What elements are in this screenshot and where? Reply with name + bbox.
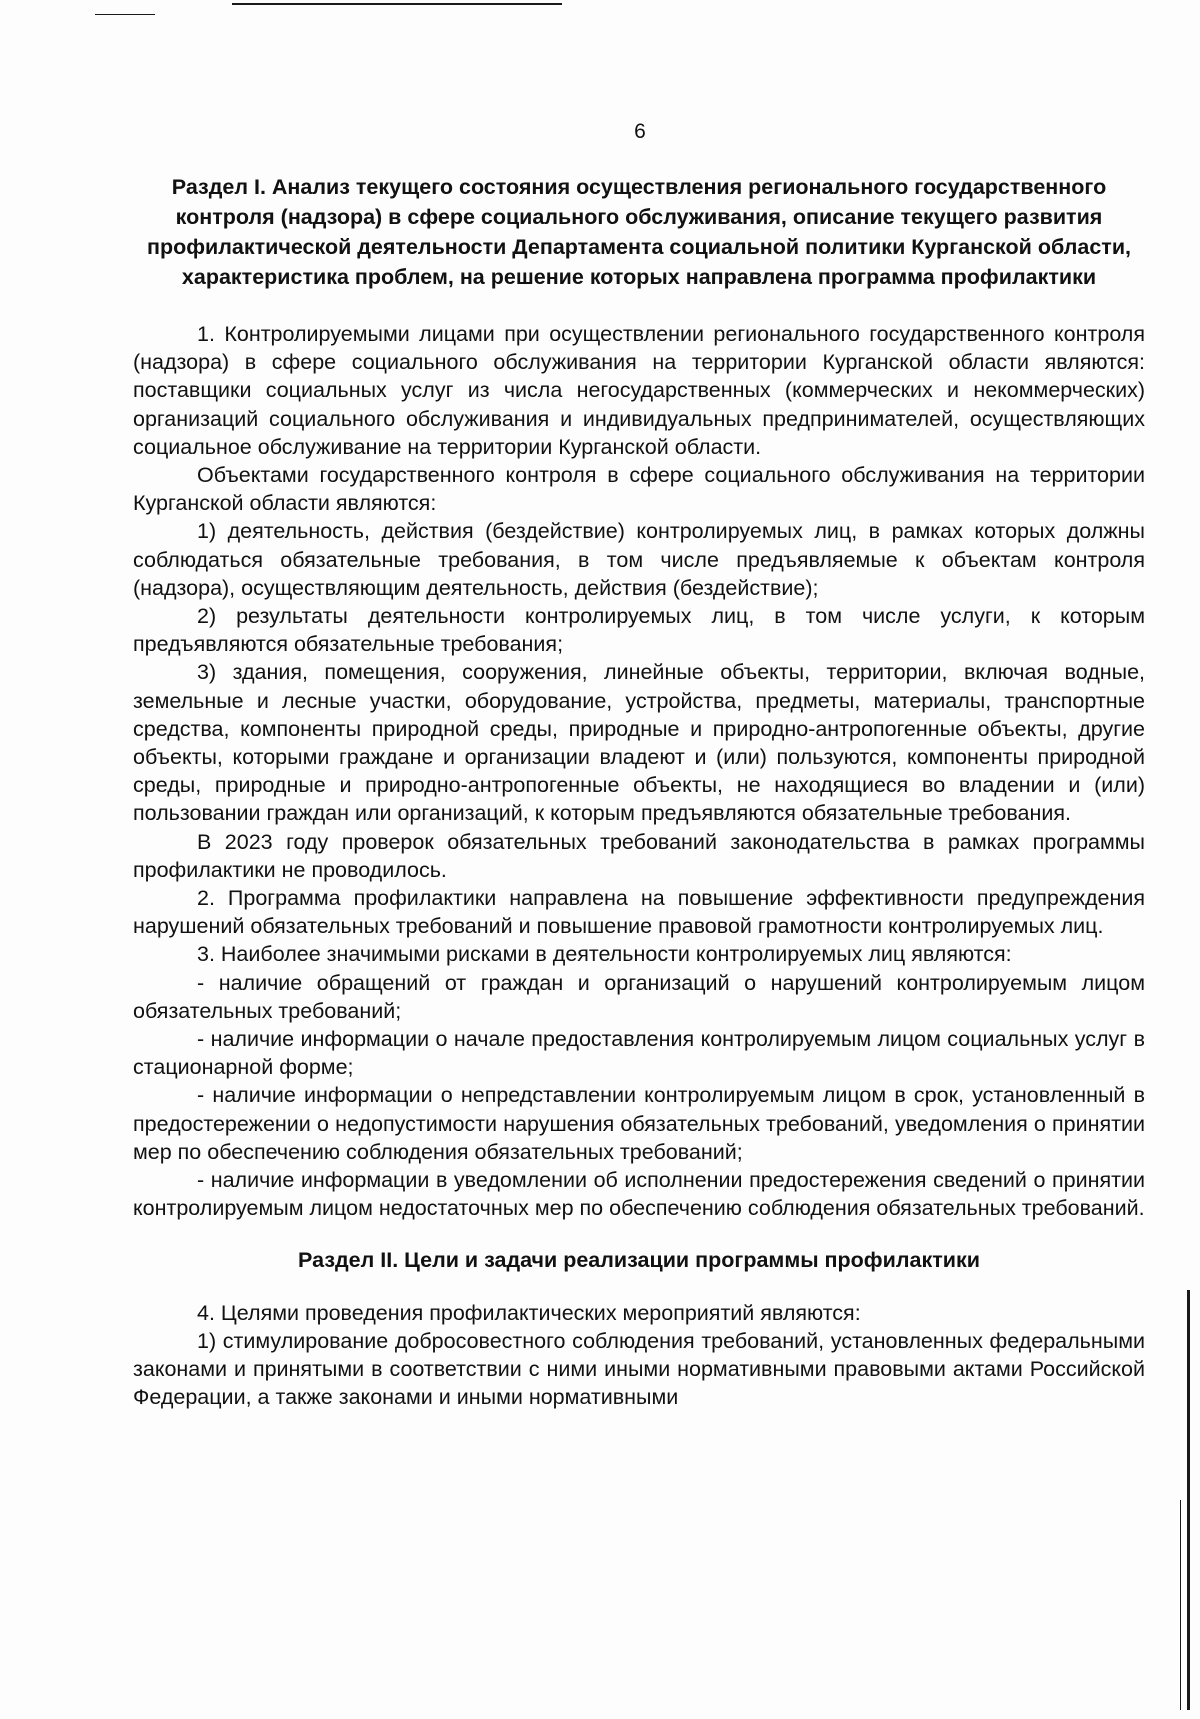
paragraph: В 2023 году проверок обязательных требований законодательства в рамках программы профилактики не проводилось. <box>133 829 1145 882</box>
scan-artifact-top-line <box>232 3 562 5</box>
paragraph: - наличие информации о непредставлении контролируемым лицом в срок, установленный в предостережении о недопустимости нарушения обязательных требований, уведомления о принятии мер по обеспечению соблюдения обязательных требований; <box>133 1083 1145 1164</box>
section-1-title: Раздел I. Анализ текущего состояния осуществления регионального государственного контроля (надзора) в сфере социального обслуживания, описание текущего развития профилактической деятельности Департамента социальной политики Курганской области, характеристика проблем, на решение которых направлена программа профилактики <box>146 175 1132 289</box>
page-number: 6 <box>634 120 646 143</box>
document-body <box>133 172 1145 1411</box>
paragraph: 4. Целями проведения профилактических мероприятий являются: <box>197 1300 861 1325</box>
paragraph: 2. Программа профилактики направлена на повышение эффективности предупреждения нарушений обязательных требований и повышение правовой грамотности контролируемых лиц. <box>133 886 1145 939</box>
section-2-title: Раздел II. Цели и задачи реализации программы профилактики <box>298 1247 980 1272</box>
scan-artifact-right-edge <box>1187 1290 1190 1710</box>
paragraph: 1) стимулирование добросовестного соблюдения требований, установленных федеральными законами и принятыми в соответствии с ними иными нормативными правовыми актами Российской Федерации, а также законами и иными нормативными <box>133 1328 1145 1410</box>
paragraph: 1. Контролируемыми лицами при осуществлении регионального государственного контроля (надзора) в сфере социального обслуживания на территории Курганской области являются: поставщики социальных услуг из числа негосударственных (коммерческих и некоммерческих) организаций социального обслуживания и индивидуальных предпринимателей, осуществляющих социальное обслуживание на территории Курганской области. <box>133 322 1145 459</box>
paragraph: 1) деятельность, действия (бездействие) контролируемых лиц, в рамках которых должны соблюдаться обязательные требования, в том числе предъявляемые к объектам контроля (надзора), осуществляющим деятельность, действия (бездействие); <box>133 519 1145 600</box>
scan-artifact-top-dash <box>95 14 155 15</box>
paragraph: Объектами государственного контроля в сфере социального обслуживания на территории Курганской области являются: <box>133 463 1145 516</box>
paragraph: 3. Наиболее значимыми рисками в деятельности контролируемых лиц являются: <box>197 942 1012 967</box>
paragraph: - наличие информации о начале предоставления контролируемым лицом социальных услуг в стационарной форме; <box>133 1027 1145 1080</box>
paragraph: 2) результаты деятельности контролируемых лиц, в том числе услуги, к которым предъявляются обязательные требования; <box>133 604 1145 657</box>
paragraph: - наличие обращений от граждан и организаций о нарушений контролируемым лицом обязательных требований; <box>133 970 1145 1023</box>
paragraph: 3) здания, помещения, сооружения, линейные объекты, территории, включая водные, земельные и лесные участки, оборудование, устройства, предметы, материалы, транспортные средства, компоненты природной среды, природные и природно-антропогенные объекты, другие объекты, которыми граждане и организации владеют и (или) пользуются, компоненты природной среды, природные и природно-антропогенные объекты, не находящиеся во владении и (или) пользовании граждан или организаций, к которым предъявляются обязательные требования. <box>133 660 1145 826</box>
paragraph: - наличие информации в уведомлении об исполнении предостережения сведений о принятии контролируемым лицом недостаточных мер по обеспечению соблюдения обязательных требований. <box>133 1168 1145 1221</box>
scan-artifact-right-edge-thin <box>1180 1500 1181 1710</box>
